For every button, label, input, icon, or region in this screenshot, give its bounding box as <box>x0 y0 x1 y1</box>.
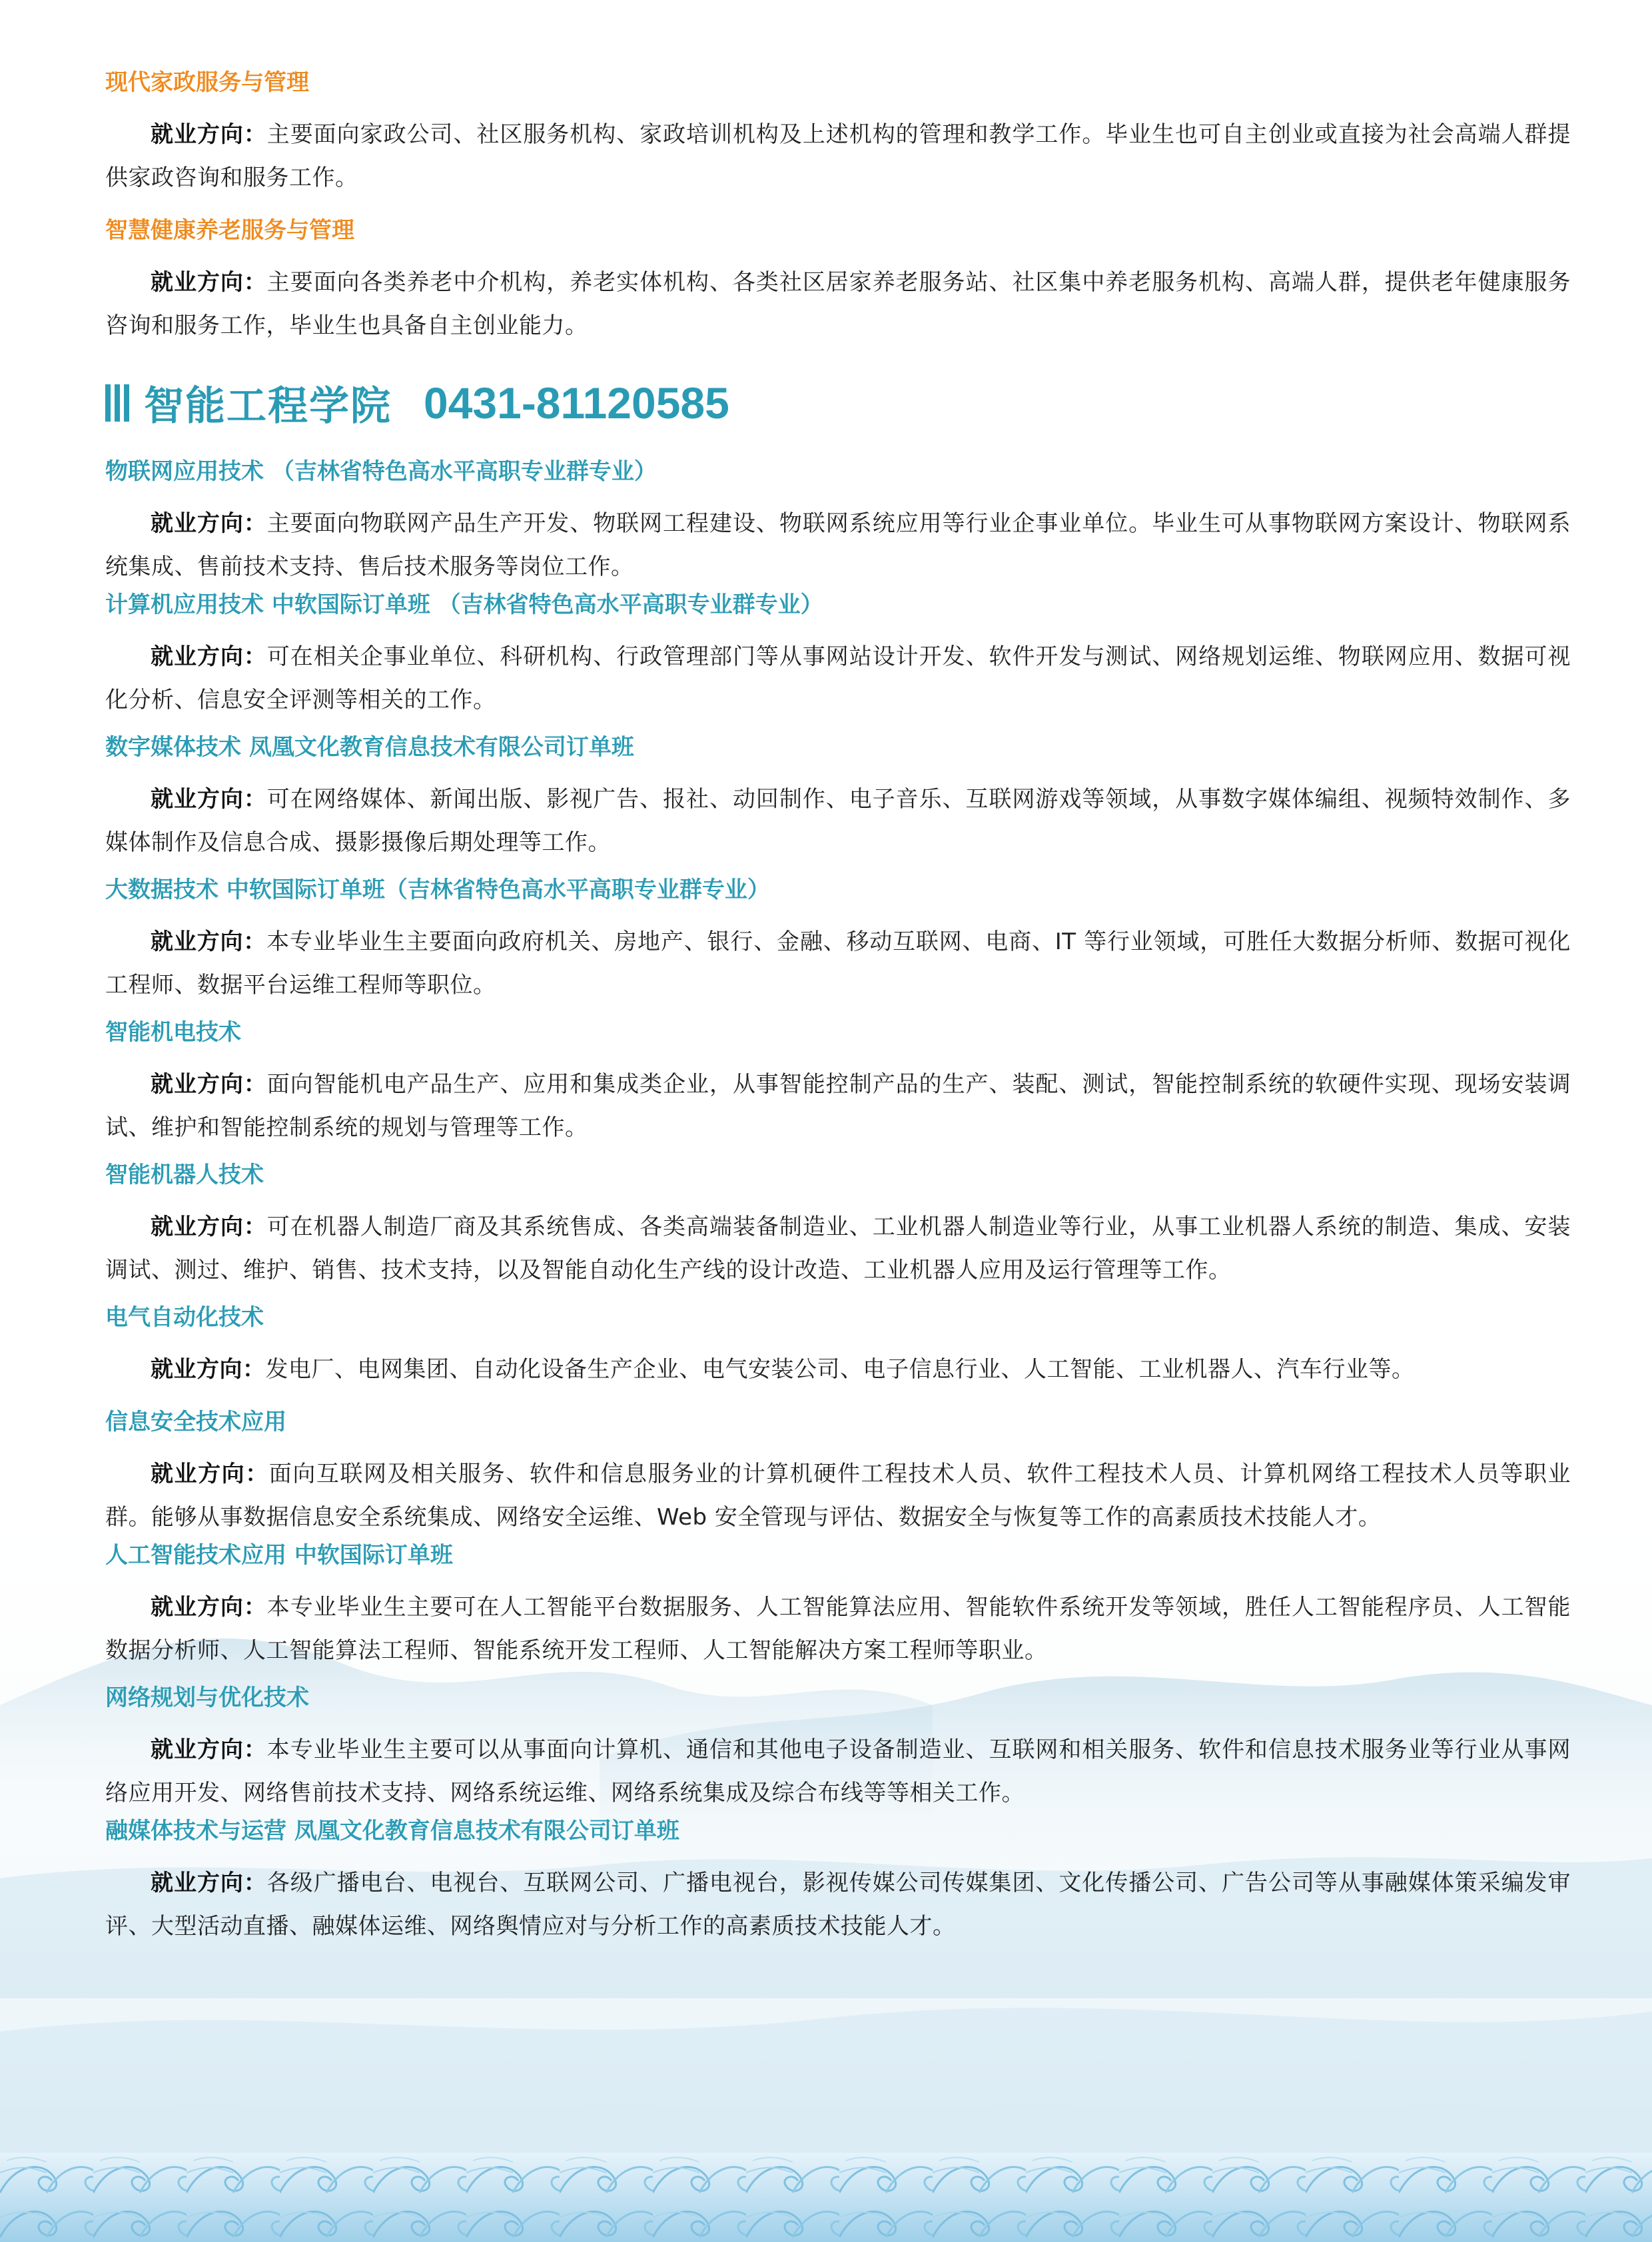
college-phone: 0431-81120585 <box>424 378 729 428</box>
employment-label: 就业方向： <box>151 510 267 537</box>
employment-label: 就业方向： <box>151 643 267 670</box>
major-title: 电气自动化技术 <box>105 1304 264 1331</box>
major-title: 智能机器人技术 <box>105 1162 264 1188</box>
major-item <box>105 1682 1571 1815</box>
major-description: 就业方向：主要面向物联网产品生产开发、物联网工程建设、物联网系统应用等行业企事业单位。毕业生可从事物联网方案设计、物联网系统集成、售前技术支持、售后技术服务等岗位工作。 <box>105 510 1571 580</box>
employment-label: 就业方向： <box>151 1594 267 1621</box>
employment-label: 就业方向： <box>151 121 267 148</box>
major-description: 就业方向：发电厂、电网集团、自动化设备生产企业、电气安装公司、电子信息行业、人工智能、工业机器人、汽车行业等。 <box>151 1356 1415 1383</box>
major-title: 智慧健康养老服务与管理 <box>105 217 354 244</box>
employment-label: 就业方向： <box>151 1461 269 1487</box>
page-content <box>105 67 1571 1948</box>
major-item <box>105 589 1571 722</box>
wave-pattern-border <box>0 2153 1652 2242</box>
major-title: 现代家政服务与管理 <box>105 69 309 96</box>
major-title: 信息安全技术应用 <box>105 1409 286 1435</box>
major-item <box>105 1016 1571 1150</box>
major-description: 就业方向：主要面向家政公司、社区服务机构、家政培训机构及上述机构的管理和教学工作。毕业生也可自主创业或直接为社会高端人群提供家政咨询和服务工作。 <box>105 121 1571 191</box>
major-description: 就业方向：本专业毕业生主要可以从事面向计算机、通信和其他电子设备制造业、互联网和相关服务、软件和信息技术服务业等行业从事网络应用开发、网络售前技术支持、网络系统运维、网络系统集成及综合布线等等相关工作。 <box>105 1736 1571 1806</box>
major-title: 大数据技术 中软国际订单班（吉林省特色高水平高职专业群专业） <box>105 877 770 903</box>
major-description: 就业方向：本专业毕业生主要面向政府机关、房地产、银行、金融、移动互联网、电商、IT 等行业领域，可胜任大数据分析师、数据可视化工程师、数据平台运维工程师等职位。 <box>105 929 1571 998</box>
major-item <box>105 1406 1571 1539</box>
major-item <box>105 1159 1571 1292</box>
major-description: 就业方向：各级广播电台、电视台、互联网公司、广播电视台，影视传媒公司传媒集团、文化传播公司、广告公司等从事融媒体策采编发审评、大型活动直播、融媒体运维、网络舆情应对与分析工作的高素质技术技能人才。 <box>105 1870 1571 1940</box>
employment-label: 就业方向： <box>151 1214 267 1240</box>
major-title: 物联网应用技术 （吉林省特色高水平高职专业群专业） <box>105 458 657 485</box>
employment-label: 就业方向： <box>151 269 267 296</box>
college-name: 智能工程学院 <box>144 383 392 430</box>
major-description: 就业方向：可在网络媒体、新闻出版、影视广告、报社、动回制作、电子音乐、互联网游戏等领域，从事数字媒体编组、视频特效制作、多媒体制作及信息合成、摄影摄像后期处理等工作。 <box>105 786 1571 856</box>
major-description: 就业方向：面向互联网及相关服务、软件和信息服务业的计算机硬件工程技术人员、软件工程技术人员、计算机网络工程技术人员等职业群。能够从事数据信息安全系统集成、网络安全运维、Web 安全管现与评估、数据安全与恢复等工作的高素质技术技能人才。 <box>105 1461 1571 1531</box>
employment-label: 就业方向： <box>151 1870 267 1896</box>
major-description: 就业方向：本专业毕业生主要可在人工智能平台数据服务、人工智能算法应用、智能软件系统开发等领域，胜任人工智能程序员、人工智能数据分析师、人工智能算法工程师、智能系统开发工程师、人工智能解决方案工程师等职业。 <box>105 1594 1571 1664</box>
employment-label: 就业方向： <box>151 929 267 955</box>
major-title: 融媒体技术与运营 凤凰文化教育信息技术有限公司订单班 <box>105 1818 679 1844</box>
employment-label: 就业方向： <box>151 1356 266 1383</box>
employment-label: 就业方向： <box>151 786 267 813</box>
major-item <box>105 874 1571 1007</box>
section-bars-icon <box>105 384 129 422</box>
major-title: 计算机应用技术 中软国际订单班 （吉林省特色高水平高职专业群专业） <box>105 591 823 618</box>
major-item <box>105 456 1571 589</box>
major-title: 网络规划与优化技术 <box>105 1684 309 1711</box>
employment-label: 就业方向： <box>151 1736 267 1763</box>
major-item <box>105 1539 1571 1673</box>
college-header <box>105 373 1571 433</box>
major-item <box>105 1815 1571 1948</box>
top-major-1 <box>105 67 1571 200</box>
major-title: 智能机电技术 <box>105 1019 241 1046</box>
major-description: 就业方向：面向智能机电产品生产、应用和集成类企业，从事智能控制产品的生产、装配、测试，智能控制系统的软硬件实现、现场安装调试、维护和智能控制系统的规划与管理等工作。 <box>105 1071 1571 1141</box>
major-title: 数字媒体技术 凤凰文化教育信息技术有限公司订单班 <box>105 734 634 761</box>
major-item <box>105 1302 1571 1391</box>
major-description: 就业方向：主要面向各类养老中介机构，养老实体机构、各类社区居家养老服务站、社区集中养老服务机构、高端人群，提供老年健康服务咨询和服务工作，毕业生也具备自主创业能力。 <box>105 269 1571 339</box>
major-description: 就业方向：可在相关企事业单位、科研机构、行政管理部门等从事网站设计开发、软件开发与测试、网络规划运维、物联网应用、数据可视化分析、信息安全评测等相关的工作。 <box>105 643 1571 713</box>
major-item <box>105 731 1571 865</box>
employment-label: 就业方向： <box>151 1071 267 1098</box>
major-title: 人工智能技术应用 中软国际订单班 <box>105 1542 453 1569</box>
major-description: 就业方向：可在机器人制造厂商及其系统售成、各类高端装备制造业、工业机器人制造业等行业，从事工业机器人系统的制造、集成、安装调试、测过、维护、销售、技术支持，以及智能自动化生产线的设计改造、工业机器人应用及运行管理等工作。 <box>105 1214 1571 1284</box>
top-major-2 <box>105 214 1571 348</box>
